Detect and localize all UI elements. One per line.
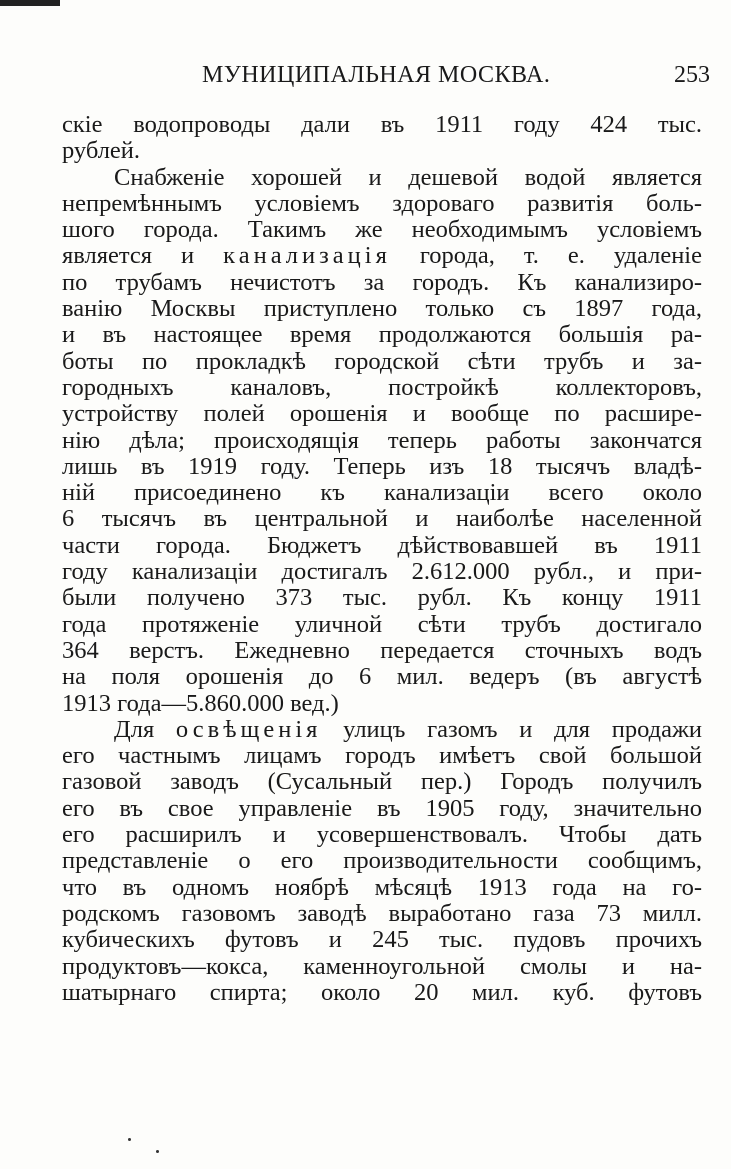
text-line: по трубамъ нечистотъ за городъ. Къ канализиро- — [62, 268, 702, 296]
text-line: Для освѣщенія улицъ газомъ и для продажи — [114, 715, 702, 743]
text-line: кубическихъ футовъ и 245 тыс. пудовъ прочихъ — [62, 926, 702, 954]
text-line: шого города. Такимъ же необходимымъ условіемъ — [62, 216, 702, 244]
page-number: 253 — [674, 62, 710, 88]
text-line: что въ одномъ ноябрѣ мѣсяцѣ 1913 года на го- — [62, 873, 702, 901]
text-line: является и канализація города, т. е. удаленіе — [62, 242, 702, 270]
body-text — [62, 112, 702, 1006]
text-line: году канализаціи достигалъ 2.612.000 рубл., и при- — [62, 558, 702, 586]
text-line: нію дѣла; происходящія теперь работы закончатся — [62, 426, 702, 454]
text-line: устройству полей орошенія и вообще по расшире- — [62, 400, 702, 428]
text-line: непремѣннымъ условіемъ здороваго развитія боль- — [62, 189, 702, 217]
text-line: газовой заводъ (Сусальный пер.) Городъ получилъ — [62, 768, 702, 796]
text-line: его расширилъ и усовершенствовалъ. Чтобы дать — [62, 821, 702, 849]
text-line: ній присоединено къ канализаціи всего около — [62, 479, 702, 507]
text-line: шатырнаго спирта; около 20 мил. куб. футовъ — [62, 978, 702, 1006]
text-line: продуктовъ—кокса, каменноугольной смолы и на- — [62, 952, 702, 980]
print-speck — [156, 1150, 159, 1153]
text-line: и въ настоящее время продолжаются большія ра- — [62, 321, 702, 349]
page-header — [62, 62, 710, 98]
text-line: ванію Москвы приступлено только съ 1897 года, — [62, 295, 702, 323]
text-line: части города. Бюджетъ дѣйствовавшей въ 1911 — [62, 531, 702, 559]
text-line: городныхъ каналовъ, постройкѣ коллекторовъ, — [62, 373, 702, 401]
print-speck — [128, 1138, 131, 1141]
emphasized-word: освѣщенія — [175, 715, 322, 743]
text-line: года протяженіе уличной сѣти трубъ достигало — [62, 610, 702, 638]
running-title: МУНИЦИПАЛЬНАЯ МОСКВА. — [202, 62, 551, 88]
text-line: на поля орошенія до 6 мил. ведеръ (въ августѣ — [62, 663, 702, 691]
text-line: боты по прокладкѣ городской сѣти трубъ и за- — [62, 347, 702, 375]
text-line: были получено 373 тыс. рубл. Къ концу 1911 — [62, 584, 702, 612]
scan-edge-mark — [0, 0, 60, 6]
text-line: 1913 года—5.860.000 вед.) — [62, 689, 339, 717]
text-line: его частнымъ лицамъ городъ имѣетъ свой большой — [62, 742, 702, 770]
emphasized-word: канализація — [223, 242, 391, 270]
text-line: рублей. — [62, 137, 141, 165]
text-line: 6 тысячъ въ центральной и наиболѣе населенной — [62, 505, 702, 533]
text-line: родскомъ газовомъ заводѣ выработано газа 73 милл. — [62, 899, 702, 927]
text-line: 364 верстъ. Ежедневно передается сточныхъ водъ — [62, 636, 702, 664]
text-line: лишь въ 1919 году. Теперь изъ 18 тысячъ владѣ- — [62, 452, 702, 480]
text-line: скіе водопроводы дали въ 1911 году 424 тыс. — [62, 111, 702, 138]
text-line: представленіе о его производительности сообщимъ, — [62, 847, 702, 875]
text-line: Снабженіе хорошей и дешевой водой является — [114, 163, 702, 191]
text-line: его въ свое управленіе въ 1905 году, значительно — [62, 794, 702, 822]
